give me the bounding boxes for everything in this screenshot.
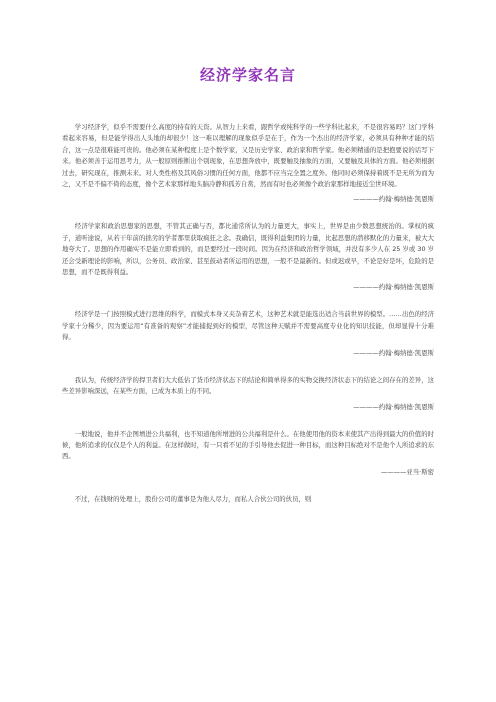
quote-text: 不过，在钱财的处理上，股份公司的董事是为他人尽力，而私人合伙公司的伙员，则 <box>74 494 312 503</box>
quote-text: 学习经济学，似乎不需要什么高度的持有的天资。从智力上来看，跟哲学或纯科学的一些学科比起来，不是很容易吗？这门学科看起来容易，但是能学得出人头地的却很少！这一难以理解的现象似乎是在于，作为一个杰出的经济学家，必须具有种种才能的结合，这一点是很难能可贵的。他必须在某种程度上是个数学家，又是历史学家、政治家和哲学家。他必须精通的是把抱要说的话写下来。他必须善于运用思考力，从一般原则推断出个别现象，在思想奔放中，既要触及抽象的方面，又要触及具体的方面。他必须根据过去，研究现在，推测未来。对人类性格及其风俗习惯的任何方面，他都不应当完全置之度外。他同时必须保持着既不是无所为而为之，又不是不偏不倚的态度，像个艺术家那样地头脑冷静和孤芳自赏，然而有时也必须像个政治家那样地接近尘世环境。 <box>62 123 434 189</box>
quote-author: ————亚当·斯密 <box>380 467 434 476</box>
document-title: 经济学家名言 <box>199 66 296 84</box>
quote-text: 经济学是一门按照模式进行思维的科学，而模式本身又夹杂着艺术，这种艺术就是能选出适合当前世界的模型。……出色的经济学家十分稀少，因为要运用“有准备的观察”才能捕捉到好的模型，尽管这种天赋并不需要高度专业化的知识技能，但却显得十分难得。 <box>62 310 434 342</box>
quote-block <box>62 494 434 505</box>
quote-block <box>62 122 434 205</box>
quote-block <box>62 221 434 293</box>
quote-text: 一般地说，他并不企图增进公共福利，也不知道他所增进的公共福利是什么。在他使用他的资本来使其产出得到最大的价值的时候，他所追求的仅仅是个人的利益。在这样做时，有一只看不见的手引导他去促进一种目标，而这种目标绝对不是他个人所追求的东西。 <box>62 429 434 461</box>
quote-author: ————约翰·梅纳德·凯恩斯 <box>353 402 434 411</box>
quote-block <box>62 309 434 358</box>
quote-author: ————约翰·梅纳德·凯恩斯 <box>353 348 434 357</box>
quote-author: ————约翰·梅纳德·凯恩斯 <box>353 195 434 204</box>
quotes-container <box>62 122 434 505</box>
quote-text: 我认为，传统经济学的捍卫者们大大低估了货币经济状态下的结论和简单得多的实物交换经济状态下的结论之间存在的差异，这些差异影响深远，在某些方面，已成为本质上的不同。 <box>62 375 434 396</box>
quote-block <box>62 429 434 478</box>
quote-author: ————约翰·梅纳德·凯恩斯 <box>353 283 434 292</box>
quote-block <box>62 375 434 413</box>
quote-text: 经济学家和政治思想家的思想，不管其正确与否，都比通常所认为的力量更大，事实上，世界是由少数思想统治的。掌权的疯子，道听途说，从若干年前的拙劣的学者那里获取疯狂之念。我确信，既得利益集团的力量，比起思想的潜移默化的力量来，被大大地夸大了。思想的作用确实不是能立即看到的，而是要经过一段时间。因为在经济和政治哲学领域，并没有多少人在 25 岁或 30 岁还会受新理论的影响，所以，公务员、政治家、甚至鼓动者所运用的思想，一般不是最新的。但或迟或早，不论是好是坏，危险的是思想，而不是既得利益。 <box>62 222 434 277</box>
